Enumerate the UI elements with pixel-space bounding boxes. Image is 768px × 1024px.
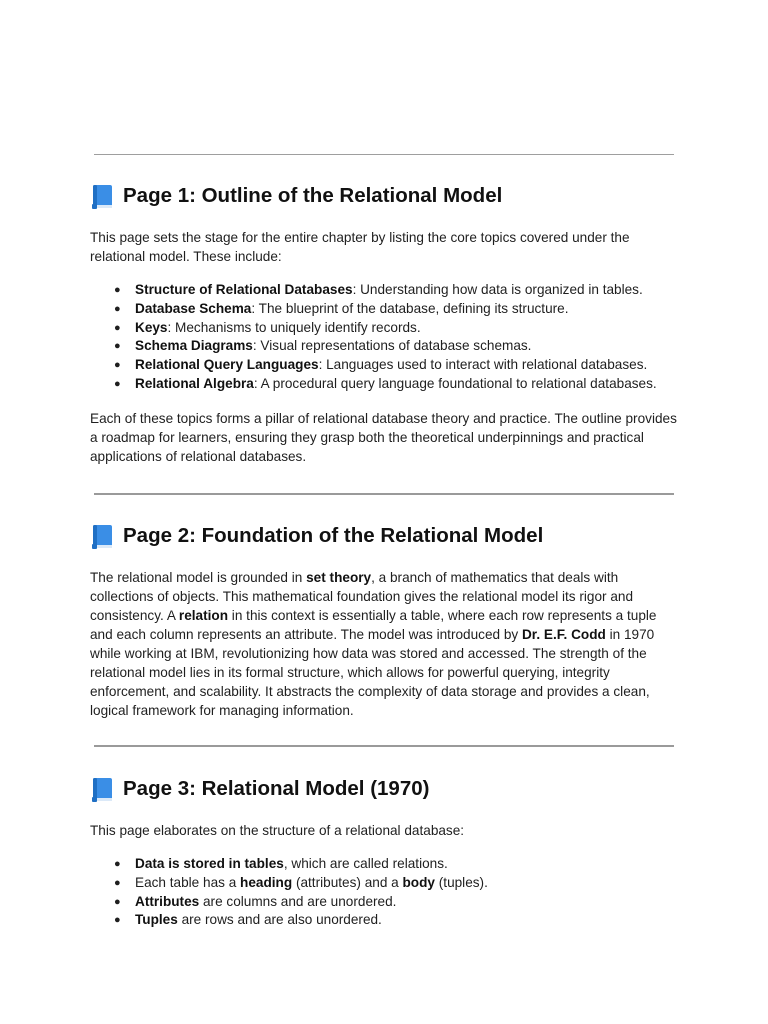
blue-book-icon — [90, 184, 114, 208]
bullet-dot: ● — [114, 359, 121, 372]
list-item-bold: body — [402, 874, 435, 890]
list-item-term: Relational Algebra — [135, 375, 254, 391]
section-title: Page 2: Foundation of the Relational Model — [123, 524, 544, 547]
list-item — [90, 893, 690, 912]
bullet-dot: ● — [114, 377, 121, 390]
list-item-text: , which are called relations. — [283, 856, 448, 871]
list-item-desc: : Languages used to interact with relational databases. — [318, 357, 648, 373]
list-item-desc: : The blueprint of the database, defining its structure. — [251, 300, 569, 316]
bullet-dot: ● — [114, 340, 121, 353]
section-closing: Each of these topics forms a pillar of relational database theory and practice. The outline provides a roadmap for learners, ensuring they grasp both the theoretical underpinnings and practical applications of relational databases. — [90, 411, 677, 464]
list-item-desc: : Understanding how data is organized in tables. — [352, 282, 643, 297]
list-item-desc: : A procedural query language foundational to relational databases. — [253, 375, 657, 391]
blue-book-icon — [90, 524, 114, 548]
body-bold: Dr. E.F. Codd — [521, 627, 606, 642]
list-item — [90, 319, 690, 338]
list-item-term: Relational Query Languages — [135, 357, 319, 373]
section-divider — [94, 493, 674, 495]
list-item-term: Keys — [135, 319, 168, 335]
list-item — [90, 300, 690, 319]
list-item — [90, 356, 690, 375]
list-item-text: are columns and are unordered. — [199, 893, 397, 909]
list-item — [90, 337, 690, 356]
body-text: The relational model is grounded in — [90, 570, 307, 585]
section-title: Page 3: Relational Model (1970) — [123, 777, 430, 800]
list-item-bold: Tuples — [135, 912, 178, 928]
body-text: , a branch of mathematics that deals with collections of objects. This mathematical foundation gives the relational model its rigor and consistency. A — [90, 570, 634, 623]
bullet-dot: ● — [114, 321, 121, 334]
section-heading-1 — [90, 184, 502, 208]
section-body — [90, 568, 680, 720]
body-bold: relation — [178, 608, 229, 623]
list-item — [90, 911, 690, 930]
list-item-text: are rows and are also unordered. — [177, 912, 382, 928]
list-item-term: Structure of Relational Databases — [135, 282, 353, 297]
bullet-dot: ● — [114, 914, 121, 927]
list-item — [90, 375, 690, 394]
structure-list — [90, 855, 690, 930]
section-intro: This page sets the stage for the entire chapter by listing the core topics covered under the relational model. These include: — [90, 230, 630, 264]
topic-list — [90, 281, 690, 394]
bullet-dot: ● — [114, 895, 121, 908]
section-divider — [94, 745, 674, 747]
section-divider — [94, 154, 674, 155]
body-text: in this context is essentially a table, where each row represents a tuple and each column represents an attribute. The model was introduced by — [90, 608, 657, 642]
blue-book-icon — [90, 777, 114, 801]
body-bold: set theory — [306, 570, 372, 585]
bullet-dot: ● — [114, 876, 121, 889]
list-item-bold: heading — [240, 874, 293, 890]
bullet-dot: ● — [114, 284, 121, 296]
section-intro: This page elaborates on the structure of a relational database: — [90, 823, 465, 838]
list-item-desc: : Visual representations of database schemas. — [252, 338, 532, 354]
list-item-bold: Attributes — [135, 893, 200, 909]
list-item-text: (attributes) and a — [292, 874, 403, 890]
list-item — [90, 281, 690, 300]
list-item-desc: : Mechanisms to uniquely identify records. — [167, 319, 421, 335]
bullet-dot: ● — [114, 302, 121, 315]
list-item-text: Each table has a — [135, 874, 241, 890]
list-item-text: (tuples). — [434, 874, 488, 890]
body-text: in 1970 while working at IBM, revolutionizing how data was stored and accessed. The strength of the relational model lies in its formal structure, which allows for powerful querying, integrity enforcement, and scalability. It abstracts the complexity of data storage and provides a clean, logical framework for managing information. — [90, 627, 655, 718]
section-title: Page 1: Outline of the Relational Model — [123, 184, 503, 207]
list-item-bold: Data is stored in tables — [135, 856, 284, 871]
list-item-term: Schema Diagrams — [135, 338, 253, 354]
list-item — [90, 874, 690, 893]
list-item-term: Database Schema — [135, 300, 252, 316]
section-heading-3 — [90, 777, 429, 801]
section-heading-2 — [90, 524, 543, 548]
bullet-dot: ● — [114, 858, 121, 870]
list-item — [90, 855, 690, 874]
